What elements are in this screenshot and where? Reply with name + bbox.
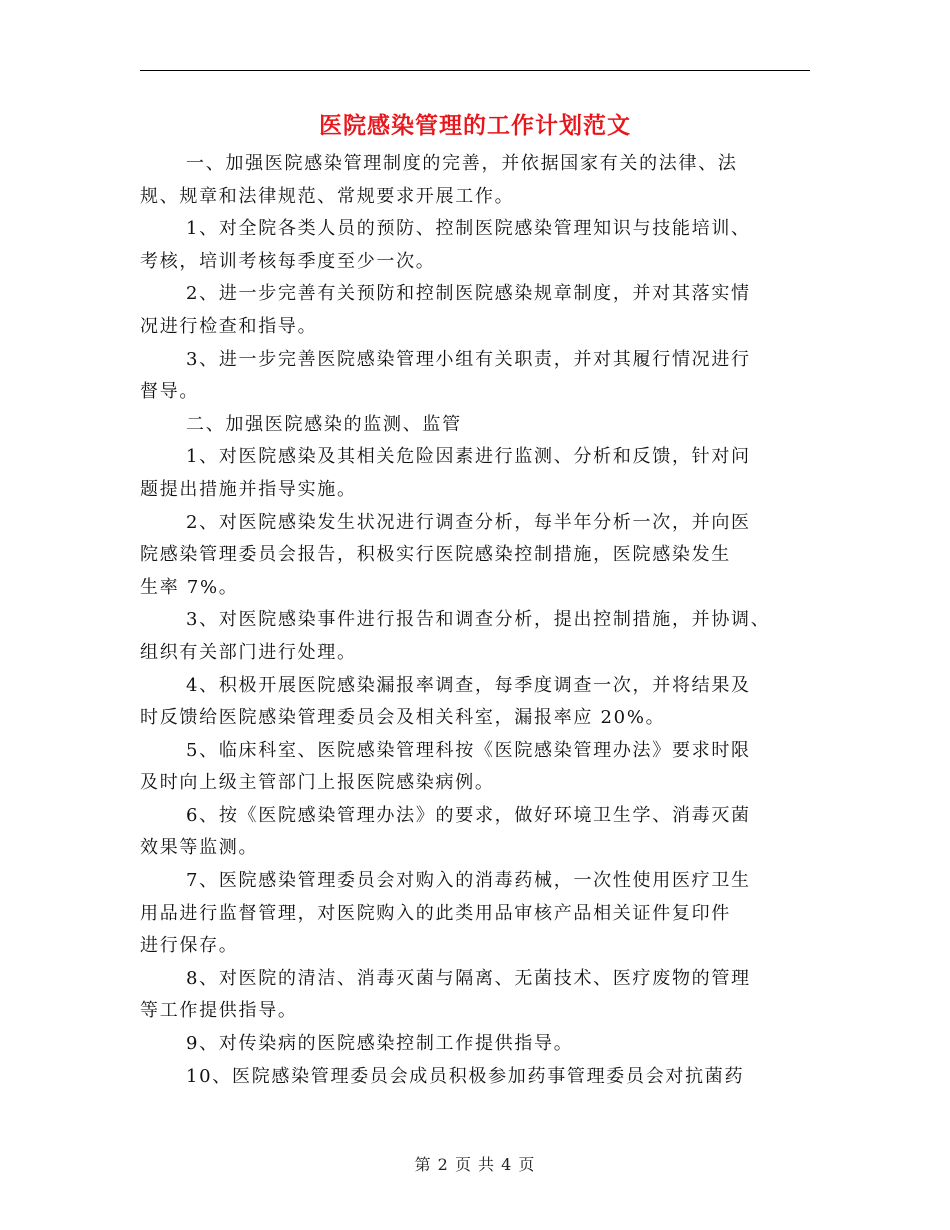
paragraph-line: 用品进行监督管理，对医院购入的此类用品审核产品相关证件复印件 [140,902,731,924]
paragraph-line: 进行保存。 [140,935,239,957]
paragraph-line: 组织有关部门进行处理。 [140,641,357,663]
paragraph-13 [140,963,830,1028]
paragraph-8 [140,604,830,669]
paragraph-line: 10、医院感染管理委员会成员积极参加药事管理委员会对抗菌药 [186,1065,745,1087]
section-heading-2 [140,409,830,442]
paragraph-line: 及时向上级主管部门上报医院感染病例。 [140,772,495,794]
paragraph-6 [140,441,830,506]
paragraph-line: 4、积极开展医院感染漏报率调查，每季度调查一次，并将结果及 [186,674,751,696]
paragraph-4 [140,344,830,409]
paragraph-line: 等工作提供指导。 [140,1000,298,1022]
paragraph-7 [140,507,830,605]
paragraph-line: 5、临床科室、医院感染管理科按《医院感染管理办法》要求时限 [186,739,751,761]
paragraph-line: 6、按《医院感染管理办法》的要求，做好环境卫生学、消毒灭菌 [186,804,751,826]
paragraph-line: 规、规章和法律规范、常规要求开展工作。 [140,185,515,207]
paragraph-10 [140,735,830,800]
document-body [140,148,830,1093]
paragraph-line: 一、加强医院感染管理制度的完善，并依据国家有关的法律、法 [186,153,738,174]
paragraph-1 [140,148,830,213]
paragraph-11 [140,800,830,865]
paragraph-9 [140,670,830,735]
paragraph-line: 时反馈给医院感染管理委员会及相关科室，漏报率应 20%。 [140,707,666,729]
paragraph-line: 3、进一步完善医院感染管理小组有关职责，并对其履行情况进行 [186,348,751,370]
paragraph-12 [140,865,830,963]
paragraph-line: 督导。 [140,381,200,403]
paragraph-line: 2、对医院感染发生状况进行调查分析，每半年分析一次，并向医 [186,511,751,533]
paragraph-line: 9、对传染病的医院感染控制工作提供指导。 [186,1033,574,1055]
paragraph-line: 二、加强医院感染的监测、监管 [186,413,462,435]
paragraph-line: 生率 7%。 [140,576,239,598]
page-number-footer: 第 2 页 共 4 页 [414,1155,536,1174]
paragraph-line: 1、对医院感染及其相关危险因素进行监测、分析和反馈，针对问 [186,446,751,468]
paragraph-line: 2、进一步完善有关预防和控制医院感染规章制度，并对其落实情 [186,283,751,305]
paragraph-line: 3、对医院感染事件进行报告和调查分析，提出控制措施，并协调、 [186,609,771,631]
document-title: 医院感染管理的工作计划范文 [319,112,631,139]
paragraph-line: 院感染管理委员会报告，积极实行医院感染控制措施，医院感染发生 [140,544,731,566]
paragraph-2 [140,213,830,278]
paragraph-line: 8、对医院的清洁、消毒灭菌与隔离、无菌技术、医疗废物的管理 [186,967,751,989]
paragraph-line: 考核，培训考核每季度至少一次。 [140,250,436,272]
paragraph-line: 况进行检查和指导。 [140,315,318,337]
paragraph-3 [140,278,830,343]
paragraph-line: 1、对全院各类人员的预防、控制医院感染管理知识与技能培训、 [186,218,751,240]
paragraph-line: 7、医院感染管理委员会对购入的消毒药械，一次性使用医疗卫生 [186,870,751,892]
header-rule [140,70,810,71]
paragraph-line: 效果等监测。 [140,837,259,859]
paragraph-14 [140,1028,830,1061]
paragraph-line: 题提出措施并指导实施。 [140,478,357,500]
paragraph-15 [140,1061,830,1094]
